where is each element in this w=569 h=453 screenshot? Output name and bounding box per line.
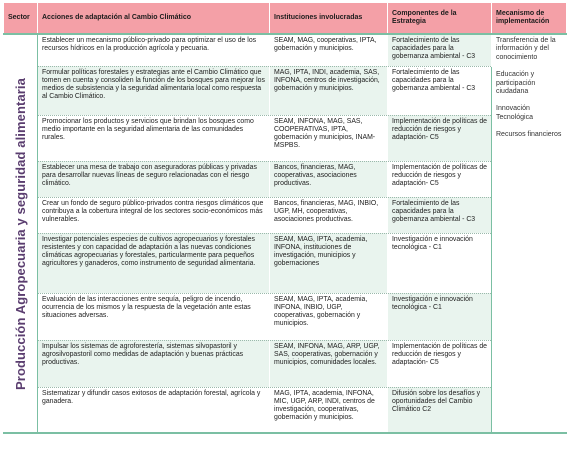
componente-cell: Implementación de políticas de reducción de riesgos y adaptación- C5 <box>388 161 492 197</box>
componente-cell: Implementación de políticas de reducción de riesgos y adaptación- C5 <box>388 115 492 161</box>
header-componentes: Componentes de la Estrategia <box>388 3 492 34</box>
table-header-row <box>4 3 567 34</box>
componente-cell: Implementación de políticas de reducción de riesgos y adaptación- C5 <box>388 340 492 387</box>
componente-cell: Difusión sobre los desafíos y oportunidades del Cambio Climático C2 <box>388 387 492 433</box>
header-instituciones: Instituciones involucradas <box>270 3 388 34</box>
accion-cell: Investigar potenciales especies de cultivos agropecuarios y forestales resistentes y con capacidad de adaptación a las nuevas condiciones climáticas agropecuarias y forestales, particularmente para pequeños agricultores y ganaderos, como instrumento de seguridad alimentaria. <box>38 233 270 293</box>
componente-cell: Fortalecimiento de las capacidades para la gobernanza ambiental - C3 <box>388 197 492 233</box>
instituciones-cell: SEAM, INFONA, MAG, SAS, COOPERATIVAS, IPTA, gobernación y municipios, INAM-MSPBS. <box>270 115 388 161</box>
sector-cell <box>4 34 38 433</box>
instituciones-cell: SEAM, MAG, cooperativas, IPTA, gobernación y municipios. <box>270 34 388 66</box>
instituciones-cell: MAG, IPTA, INDI, academia, SAS, INFONA, centros de investigación, gobernación y municipios. <box>270 66 388 115</box>
instituciones-cell: SEAM, INFONA, MAG, ARP, UGP, SAS, cooperativas, gobernación y municipios, comunidades locales. <box>270 340 388 387</box>
componente-cell: Fortalecimiento de las capacidades para la gobernanza ambiental - C3 <box>388 34 492 66</box>
table-row <box>4 161 567 197</box>
table-row <box>4 233 567 293</box>
table-row <box>4 340 567 387</box>
adaptation-table-frame <box>3 3 566 447</box>
accion-cell: Promocionar los productos y servicios que brindan los bosques como medio importante en la seguridad alimentaria de las comunidades rurales. <box>38 115 270 161</box>
header-mecanismo: Mecanismo de implementación <box>492 3 567 34</box>
mecanismo-item: Educación y participación ciudadana <box>496 71 536 96</box>
accion-cell: Establecer una mesa de trabajo con aseguradoras públicas y privadas para desarrollar nuevas líneas de seguro relacionadas con el riesgo climático. <box>38 161 270 197</box>
header-acciones: Acciones de adaptación al Cambio Climático <box>38 3 270 34</box>
instituciones-cell: SEAM, MAG, IPTA, academia, INFONA, INBIO, UGP, cooperativas, gobernación y municipios. <box>270 293 388 340</box>
mecanismo-item: Innovación Tecnológica <box>496 105 533 121</box>
instituciones-cell: Bancos, financieras, MAG, cooperativas, asociaciones productivas. <box>270 161 388 197</box>
accion-cell: Establecer un mecanismo público-privado para optimizar el uso de los recursos hídricos en la producción agrícola y pecuaria. <box>38 34 270 66</box>
table-row <box>4 197 567 233</box>
header-sector: Sector <box>4 3 38 34</box>
mecanismo-item: Transferencia de la información y del conocimiento <box>496 37 556 61</box>
table-row <box>4 293 567 340</box>
sector-label: Producción Agropecuaria y seguridad alimentaria <box>12 77 28 390</box>
instituciones-cell: MAG, IPTA, academia, INFONA, MIC, UGP, ARP, INDI, centros de investigación, cooperativas, gobernación y municipios. <box>270 387 388 433</box>
mecanismo-item: Recursos financieros <box>496 131 562 139</box>
componente-cell: Investigación e innovación tecnológica - C1 <box>388 293 492 340</box>
table-row <box>4 115 567 161</box>
componente-cell: Fortalecimiento de las capacidades para la gobernanza ambiental - C3 <box>388 66 492 115</box>
componente-cell: Investigación e innovación tecnológica - C1 <box>388 233 492 293</box>
accion-cell: Formular políticas forestales y estrategias ante el Cambio Climático que tomen en cuenta y consoliden la función de los bosques para mejorar los medios de subsistencia y la seguridad alimentaria local como respuesta al Cambio Climático. <box>38 66 270 115</box>
instituciones-cell: Bancos, financieras, MAG, INBIO, UGP, MH, cooperativas, asociaciones productivas. <box>270 197 388 233</box>
accion-cell: Impulsar los sistemas de agroforestería, sistemas silvopastoril y agrosilvopastoril como medidas de adaptación y buenas prácticas productivas. <box>38 340 270 387</box>
mecanismo-cell <box>492 34 567 433</box>
table-row <box>4 66 567 115</box>
table-row <box>4 387 567 433</box>
instituciones-cell: SEAM, MAG, IPTA, academia, INFONA, instituciones de investigación, municipios y gobernaciones <box>270 233 388 293</box>
table-row <box>4 34 567 66</box>
accion-cell: Sistematizar y difundir casos exitosos de adaptación forestal, agrícola y ganadera. <box>38 387 270 433</box>
adaptation-actions-table <box>3 3 567 434</box>
accion-cell: Crear un fondo de seguro público-privados contra riesgos climáticos que contribuya a la cobertura integral de los sectores socio-económicos más vulnerables. <box>38 197 270 233</box>
accion-cell: Evaluación de las interacciones entre sequía, peligro de incendio, ocurrencia de los mismos y la respuesta de la vegetación ante estas situaciones adversas. <box>38 293 270 340</box>
